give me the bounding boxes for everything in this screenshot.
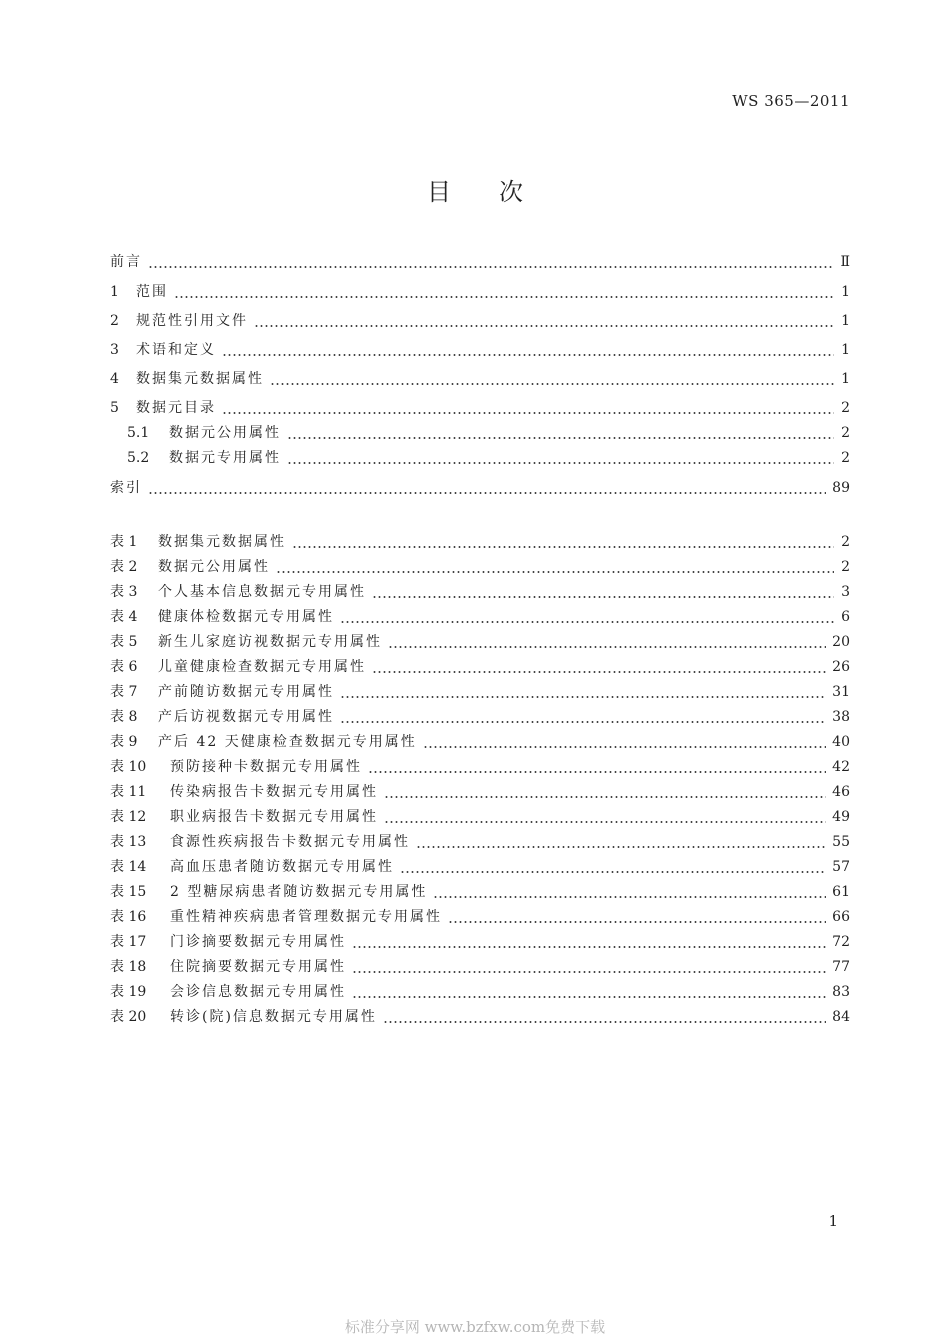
toc-entry[interactable] (110, 398, 850, 418)
entry-label: 数据集元数据属性 (136, 371, 264, 387)
table-number: 表 14 (110, 859, 147, 875)
table-label: 传染病报告卡数据元专用属性 (170, 784, 378, 800)
table-number: 表 4 (110, 609, 138, 625)
table-entry[interactable] (110, 807, 850, 827)
table-page: 2 (841, 534, 850, 550)
entry-page: Ⅱ (840, 254, 850, 270)
page-number: 1 (828, 1212, 838, 1230)
table-page: 6 (841, 609, 850, 625)
table-page: 31 (832, 684, 850, 700)
table-entry[interactable] (110, 757, 850, 777)
dot-leader (148, 252, 834, 272)
toc-entry[interactable] (110, 369, 850, 389)
table-entry[interactable] (110, 932, 850, 952)
toc-entry[interactable] (110, 282, 850, 302)
dot-leader (340, 607, 834, 627)
dot-leader (388, 632, 826, 652)
dot-leader (352, 932, 826, 952)
table-page: 72 (832, 934, 850, 950)
table-page: 46 (832, 784, 850, 800)
dot-leader (254, 311, 834, 331)
entry-page: 1 (841, 284, 850, 300)
entry-number: 2 (110, 313, 119, 329)
table-page: 57 (832, 859, 850, 875)
dot-leader (372, 582, 834, 602)
table-entry[interactable] (110, 857, 850, 877)
table-page: 55 (832, 834, 850, 850)
table-page: 84 (832, 1009, 850, 1025)
table-entry[interactable] (110, 657, 850, 677)
table-number: 表 10 (110, 759, 147, 775)
dot-leader (287, 448, 834, 468)
watermark: 标准分享网 www.bzfxw.com免费下载 (344, 1318, 606, 1336)
dot-leader (368, 757, 826, 777)
dot-leader (423, 732, 826, 752)
table-number: 表 13 (110, 834, 147, 850)
entry-label: 范围 (136, 284, 168, 300)
table-entry[interactable] (110, 1007, 850, 1027)
table-entry[interactable] (110, 532, 850, 552)
entry-label: 数据元公用属性 (169, 425, 281, 441)
dot-leader (287, 423, 834, 443)
entry-label: 前言 (110, 254, 142, 270)
table-label: 新生儿家庭访视数据元专用属性 (158, 634, 382, 650)
dot-leader (384, 782, 826, 802)
dot-leader (448, 907, 826, 927)
toc-entry[interactable] (110, 252, 850, 272)
entry-label: 索引 (110, 480, 142, 496)
dot-leader (276, 557, 834, 577)
dot-leader (352, 957, 826, 977)
table-entry[interactable] (110, 782, 850, 802)
dot-leader (270, 369, 834, 389)
table-number: 表 2 (110, 559, 138, 575)
table-label: 会诊信息数据元专用属性 (170, 984, 346, 1000)
table-number: 表 18 (110, 959, 147, 975)
standard-code: WS 365—2011 (732, 92, 850, 110)
table-label: 门诊摘要数据元专用属性 (170, 934, 346, 950)
table-label: 转诊(院)信息数据元专用属性 (170, 1009, 377, 1025)
entry-number: 5.2 (127, 450, 150, 466)
toc-entry[interactable] (110, 340, 850, 360)
dot-leader (174, 282, 834, 302)
table-label: 2 型糖尿病患者随访数据元专用属性 (170, 884, 428, 900)
table-number: 表 17 (110, 934, 147, 950)
entry-number: 1 (110, 284, 119, 300)
table-entry[interactable] (110, 907, 850, 927)
table-number: 表 3 (110, 584, 138, 600)
table-entry[interactable] (110, 582, 850, 602)
table-number: 表 8 (110, 709, 138, 725)
table-page: 3 (841, 584, 850, 600)
entry-number: 5 (110, 400, 119, 416)
table-entry[interactable] (110, 832, 850, 852)
dot-leader (222, 340, 834, 360)
table-page: 83 (832, 984, 850, 1000)
table-number: 表 9 (110, 734, 138, 750)
entry-page: 1 (841, 342, 850, 358)
table-number: 表 7 (110, 684, 138, 700)
dot-leader (416, 832, 826, 852)
dot-leader (340, 682, 826, 702)
table-page: 77 (832, 959, 850, 975)
table-label: 产后 42 天健康检查数据元专用属性 (158, 734, 417, 750)
entry-number: 4 (110, 371, 119, 387)
table-page: 38 (832, 709, 850, 725)
table-label: 数据集元数据属性 (158, 534, 286, 550)
table-entry[interactable] (110, 882, 850, 902)
dot-leader (222, 398, 834, 418)
table-page: 40 (832, 734, 850, 750)
entry-label: 术语和定义 (136, 342, 216, 358)
entry-label: 数据元专用属性 (169, 450, 281, 466)
table-number: 表 16 (110, 909, 147, 925)
entry-number: 3 (110, 342, 119, 358)
dot-leader (292, 532, 834, 552)
entry-page: 2 (841, 450, 850, 466)
page-title: 目次 (427, 178, 571, 206)
table-label: 住院摘要数据元专用属性 (170, 959, 346, 975)
entry-page: 2 (841, 400, 850, 416)
table-label: 产后访视数据元专用属性 (158, 709, 334, 725)
dot-leader (372, 657, 826, 677)
dot-leader (340, 707, 826, 727)
table-number: 表 20 (110, 1009, 147, 1025)
table-page: 2 (841, 559, 850, 575)
table-label: 高血压患者随访数据元专用属性 (170, 859, 394, 875)
toc-entry[interactable] (127, 448, 850, 468)
table-number: 表 19 (110, 984, 147, 1000)
table-number: 表 6 (110, 659, 138, 675)
entry-page: 1 (841, 313, 850, 329)
table-page: 61 (832, 884, 850, 900)
table-number: 表 11 (110, 784, 147, 800)
toc-entry[interactable] (127, 423, 850, 443)
table-page: 20 (832, 634, 850, 650)
entry-label: 规范性引用文件 (136, 313, 248, 329)
entry-number: 5.1 (127, 425, 150, 441)
table-entry[interactable] (110, 982, 850, 1002)
table-page: 42 (832, 759, 850, 775)
entry-page: 1 (841, 371, 850, 387)
entry-label: 数据元目录 (136, 400, 216, 416)
table-entry[interactable] (110, 557, 850, 577)
dot-leader (383, 1007, 826, 1027)
dot-leader (433, 882, 826, 902)
toc-entry[interactable] (110, 478, 850, 498)
table-number: 表 15 (110, 884, 147, 900)
table-entry[interactable] (110, 607, 850, 627)
table-entry[interactable] (110, 632, 850, 652)
table-label: 重性精神疾病患者管理数据元专用属性 (170, 909, 442, 925)
dot-leader (352, 982, 826, 1002)
table-number: 表 12 (110, 809, 147, 825)
table-label: 健康体检数据元专用属性 (158, 609, 334, 625)
dot-leader (148, 478, 826, 498)
table-entry[interactable] (110, 732, 850, 752)
table-number: 表 5 (110, 634, 138, 650)
table-number: 表 1 (110, 534, 138, 550)
table-page: 26 (832, 659, 850, 675)
table-entry[interactable] (110, 707, 850, 727)
table-page: 66 (832, 909, 850, 925)
table-label: 儿童健康检查数据元专用属性 (158, 659, 366, 675)
entry-page: 89 (832, 480, 850, 496)
table-label: 预防接种卡数据元专用属性 (170, 759, 362, 775)
table-label: 数据元公用属性 (158, 559, 270, 575)
table-label: 食源性疾病报告卡数据元专用属性 (170, 834, 410, 850)
dot-leader (400, 857, 826, 877)
table-entry[interactable] (110, 957, 850, 977)
table-page: 49 (832, 809, 850, 825)
table-label: 产前随访数据元专用属性 (158, 684, 334, 700)
table-entry[interactable] (110, 682, 850, 702)
toc-entry[interactable] (110, 311, 850, 331)
dot-leader (384, 807, 826, 827)
table-label: 职业病报告卡数据元专用属性 (170, 809, 378, 825)
entry-page: 2 (841, 425, 850, 441)
table-label: 个人基本信息数据元专用属性 (158, 584, 366, 600)
